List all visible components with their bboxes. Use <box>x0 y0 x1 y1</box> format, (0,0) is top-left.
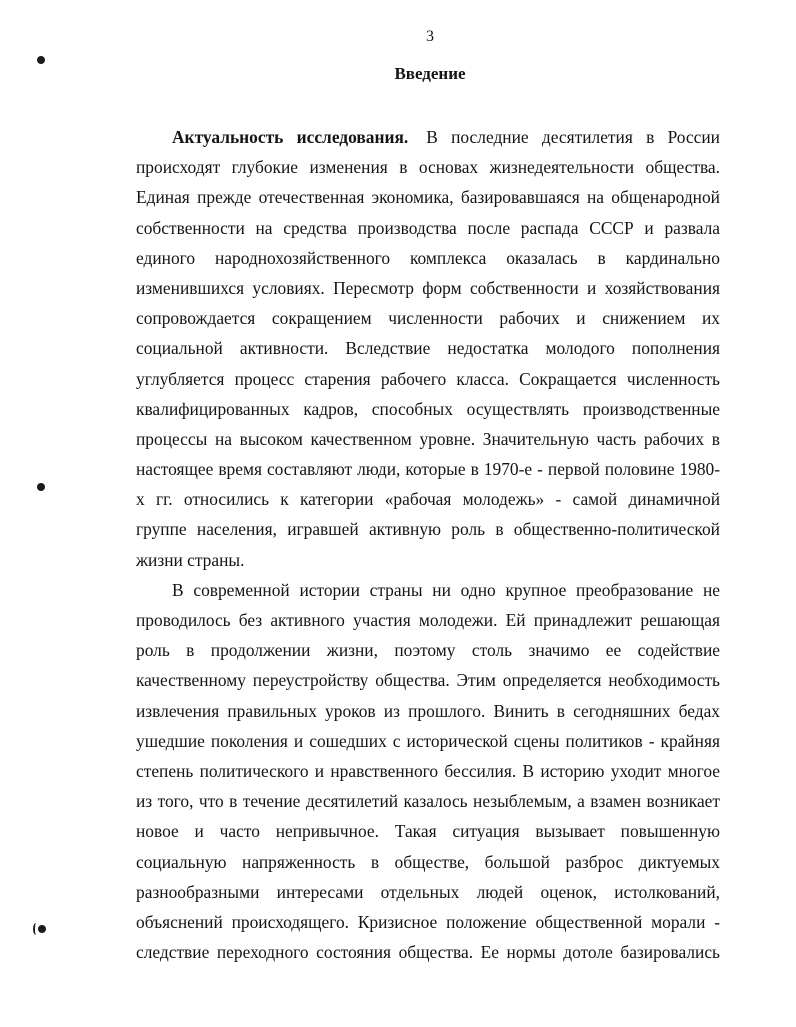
text-line: сопровождается сокращением численности рабочих и снижением их <box>136 308 720 329</box>
text-line: квалифицированных кадров, способных осуществлять производственные <box>136 398 720 419</box>
text-line: ушедшие поколения и сошедших с исторической сцены политиков - крайняя <box>136 730 720 751</box>
text-line <box>136 122 720 152</box>
text-line: настоящее время составляют люди, которые в 1970-е - первой половине 1980- <box>136 459 720 480</box>
binder-hole-mark <box>37 483 45 491</box>
text-line: качественному переустройству общества. Этим определяется необходимость <box>136 670 720 691</box>
text-line: извлечения правильных уроков из прошлого. Винить в сегодняшних бедах <box>136 700 720 721</box>
text-line: новое и часто непривычное. Такая ситуация вызывает повышенную <box>136 821 720 842</box>
text-line: В современной истории страны ни одно крупное преобразование не <box>172 579 720 600</box>
text-line: углубляется процесс старения рабочего класса. Сокращается численность <box>136 368 720 389</box>
document-body <box>136 122 720 967</box>
page-number: 3 <box>426 28 434 45</box>
text-line: социальную напряженность в обществе, большой разброс диктуемых <box>136 851 720 872</box>
text-line: объяснений происходящего. Кризисное положение общественной морали - <box>136 911 720 932</box>
text-line: социальной активности. Вследствие недостатка молодого пополнения <box>136 338 720 359</box>
text-line: процессы на высоком качественном уровне. Значительную часть рабочих в <box>136 428 720 449</box>
text-line-content: В последние десятилетия в России <box>426 127 720 147</box>
text-line: изменившихся условиях. Пересмотр форм собственности и хозяйствования <box>136 277 720 298</box>
text-line: следствие переходного состояния общества. Ее нормы дотоле базировались <box>136 942 720 963</box>
text-line: происходят глубокие изменения в основах жизнедеятельности общества. <box>136 157 720 178</box>
text-line: проводилось без активного участия молодежи. Ей принадлежит решающая <box>136 610 720 630</box>
text-line: из того, что в течение десятилетий казалось незыблемым, а взамен возникает <box>136 791 720 812</box>
text-line: разнообразными интересами отдельных людей оценок, истолкований, <box>136 881 720 902</box>
text-line: роль в продолжении жизни, поэтому столь значимо ее содействие <box>136 640 720 661</box>
binder-hole-mark <box>37 56 45 64</box>
text-line: жизни страны. <box>136 549 245 570</box>
lead-phrase: Актуальность исследования. <box>172 127 409 147</box>
text-line: собственности на средства производства после распада СССР и развала <box>136 217 720 238</box>
text-line: х гг. относились к категории «рабочая молодежь» - самой динамичной <box>136 489 720 510</box>
page-title: Введение <box>394 64 466 83</box>
text-line: группе населения, игравшей активную роль в общественно-политической <box>136 519 720 540</box>
text-line: степень политического и нравственного бессилия. В историю уходит многое <box>136 760 720 781</box>
binder-hole-mark <box>38 925 46 933</box>
text-line: единого народнохозяйственного комплекса оказалась в кардинально <box>136 247 720 268</box>
text-line: Единая прежде отечественная экономика, базировавшаяся на общенародной <box>136 187 720 208</box>
binder-hole-mark <box>33 923 39 935</box>
